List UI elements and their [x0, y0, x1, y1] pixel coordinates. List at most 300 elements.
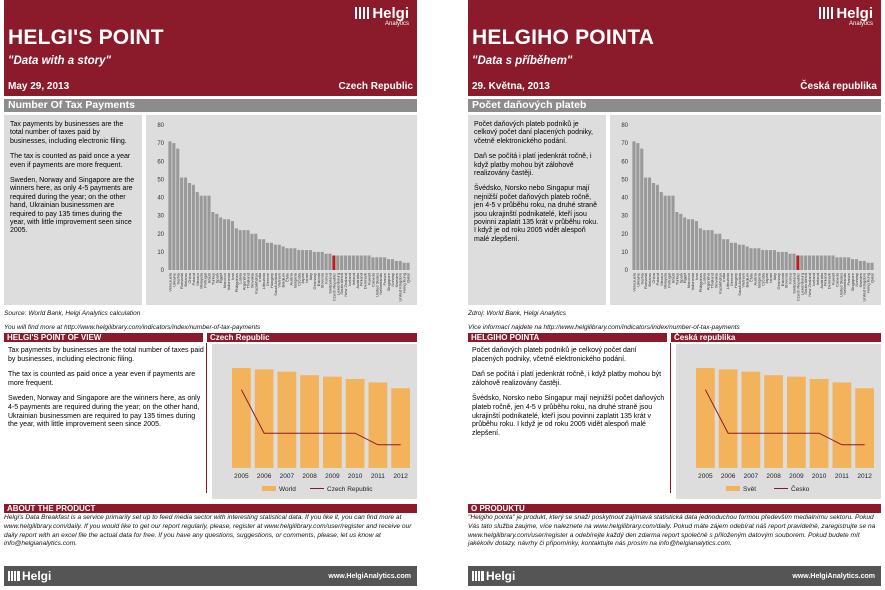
y-tick-label: 80	[157, 123, 164, 129]
y-tick-label: 30	[157, 213, 164, 220]
bar	[808, 256, 811, 271]
y-tick-label: 60	[157, 159, 164, 166]
footer-logo	[8, 569, 51, 583]
bar	[274, 245, 277, 270]
bar	[691, 219, 694, 270]
y-tick-label: 10	[157, 249, 164, 256]
bar	[757, 248, 760, 270]
logo-bars-icon	[355, 7, 369, 19]
tagline: "Data with a story"	[8, 55, 111, 67]
x-tick-label: Brazil	[670, 273, 676, 284]
bar	[679, 214, 682, 270]
about-heading: ABOUT THE PRODUCT	[4, 504, 417, 513]
x-tick-label: Sweden	[857, 273, 863, 288]
y-tick-label: 0	[624, 268, 628, 274]
x-tick-label: Saudi Arabia	[272, 273, 278, 296]
source-note: Source: World Bank, Helgi Analytics calculation	[4, 310, 141, 317]
bar	[391, 259, 394, 270]
bar	[800, 256, 803, 271]
intro-paragraph: Daň se počítá i platí jedenkrát ročně, i když platby mohou být zálohově realizovány častěji.	[474, 153, 592, 178]
x-tick-label: China	[186, 273, 192, 284]
source-note: Zdroj: World Bank, Helgi Analytics	[468, 310, 567, 317]
bar	[204, 196, 207, 270]
bar	[293, 248, 296, 270]
bar	[360, 256, 363, 271]
bar	[695, 221, 698, 270]
bar	[675, 212, 678, 270]
x-tick-label: Qatar	[405, 273, 411, 284]
x-tick-label: Mexico	[194, 273, 200, 286]
bar	[640, 149, 643, 270]
x-tick-label: Iceland	[811, 273, 816, 286]
more-info-link[interactable]: You will find more at http://www.helgilibrary.com/indicators/index/number-of-tax-payments	[4, 324, 261, 331]
page-czech	[468, 0, 881, 590]
bar	[816, 256, 819, 271]
bar	[855, 259, 858, 270]
bar	[215, 214, 218, 270]
bar	[796, 256, 799, 271]
bar	[843, 257, 846, 270]
footer-logo-text: Helgi	[486, 569, 516, 583]
legend-label-world: World	[279, 486, 296, 493]
x-tick-label: Latvia	[237, 273, 243, 284]
bar	[387, 259, 390, 270]
bar	[168, 141, 171, 270]
bar	[652, 183, 655, 270]
intro-paragraph: Sweden, Norway and Singapore are the winners here, as only 4-5 payments are required during the year; on the other hand, Ukrainian businessmen are required to pay 135 times during the year, with little improvement seen since 2005.	[10, 177, 135, 235]
bar	[406, 263, 409, 270]
intro-box	[4, 115, 142, 305]
x-tick-label: Luxembourg	[799, 273, 805, 296]
bar	[671, 196, 674, 270]
x-tick-label: Slovenia	[783, 273, 789, 289]
x-tick-label: South Africa	[339, 273, 345, 295]
tagline: "Data s příběhem"	[472, 55, 573, 67]
bar	[231, 221, 234, 270]
x-tick-label: Denmark	[826, 273, 832, 290]
bar	[644, 178, 647, 270]
bar	[696, 368, 715, 468]
bar	[243, 230, 246, 270]
bar	[188, 183, 191, 270]
x-tick-label: Japan	[300, 273, 306, 284]
x-tick-label: Korea	[787, 273, 793, 284]
x-tick-label: Greece	[265, 273, 271, 287]
bar	[867, 263, 870, 270]
x-tick-label: Argentina	[241, 273, 247, 291]
bar	[636, 143, 639, 270]
x-tick-label: Vietnam	[740, 273, 746, 288]
bar	[403, 263, 406, 270]
bar	[278, 245, 281, 270]
logo-text: Helgi	[836, 5, 873, 22]
bar	[285, 248, 288, 270]
footer-url[interactable]: www.HelgiAnalytics.com	[328, 573, 411, 580]
logo-bars-icon	[8, 571, 20, 581]
bar	[282, 246, 285, 270]
x-tick-label: Estonia	[779, 273, 785, 287]
x-tick-label: Poland	[190, 273, 196, 286]
x-tick-label: Philippines	[697, 273, 703, 293]
bar	[703, 230, 706, 270]
bar	[246, 230, 249, 270]
report-date: 29. Května, 2013	[472, 81, 550, 92]
legend-swatch-world	[726, 486, 740, 491]
bar	[859, 261, 862, 270]
bar	[305, 250, 308, 270]
bar	[687, 219, 690, 270]
x-tick-label: Netherlands	[842, 273, 848, 295]
x-tick-label: Romania	[179, 273, 185, 290]
x-tick-label: Italy	[771, 273, 777, 281]
x-tick-label: 2006	[720, 473, 736, 480]
x-tick-label: Indonesia	[690, 273, 695, 291]
x-tick-label: 2008	[766, 473, 781, 480]
bar	[391, 388, 410, 468]
x-tick-label: Germany	[775, 273, 781, 290]
country-bar-chart	[146, 115, 417, 305]
bar	[255, 369, 274, 468]
x-tick-label: Finland	[822, 273, 828, 287]
bar	[346, 379, 365, 468]
x-tick-label: China	[650, 273, 656, 284]
x-tick-label: Slovakia	[713, 273, 719, 289]
about-text: Helgi's Data Breakfast is a service primarily set up to feed media sector with interesting statistical data. If you like it, you can find more at www.helgilibrary.com/daily. If you would like to get our report regularly, please, register at www.helgilibrary.com/user/register and receive our daily report with an excel file the actual data for free. If you have any questions, suggestions, or comments, please, let us know at info@helgianalytics.com.	[4, 514, 412, 548]
x-tick-label: Canada	[834, 273, 840, 288]
footer-logo-text: Helgi	[22, 569, 52, 583]
header-banner	[4, 0, 417, 96]
bar	[258, 239, 261, 270]
y-tick-label: 80	[621, 123, 628, 129]
bar	[323, 377, 342, 468]
x-tick-label: Norway	[853, 273, 859, 287]
bar	[232, 368, 251, 468]
footer-bar	[4, 566, 417, 586]
bar	[239, 230, 242, 270]
footer-bar	[468, 566, 881, 586]
bar	[777, 252, 780, 270]
bar	[367, 256, 370, 271]
x-tick-label: 2006	[256, 473, 272, 480]
x-tick-label: 2009	[789, 473, 804, 480]
bar	[192, 185, 195, 270]
x-tick-label: Iceland	[347, 273, 352, 286]
y-tick-label: 50	[157, 177, 164, 184]
x-tick-label: Indonesia	[226, 273, 231, 291]
bar	[254, 234, 257, 270]
x-tick-label: 2012	[393, 473, 408, 480]
helgi-logo	[819, 6, 873, 28]
bar	[863, 261, 866, 270]
pov-paragraph: Sweden, Norway and Singapore are the winners here, as only 4-5 payments are required during the year; on the other hand, Ukrainian businessmen are required to pay 135 times during the year, with little improvement seen since 2005.	[8, 395, 201, 429]
bar	[749, 248, 752, 270]
bar	[383, 257, 386, 270]
x-tick-label: Morocco	[222, 273, 228, 289]
bar	[250, 234, 253, 270]
bar	[831, 256, 834, 271]
x-tick-label: Thailand	[709, 273, 715, 289]
page-title: HELGI'S POINT	[8, 26, 164, 49]
bar	[668, 196, 671, 270]
x-tick-label: 2010	[347, 473, 363, 480]
legend-label-world: Svět	[743, 486, 757, 493]
bar	[266, 243, 269, 270]
country-bar-chart	[610, 115, 881, 305]
bar	[336, 256, 339, 271]
x-tick-label: Finland	[358, 273, 364, 287]
bar	[289, 248, 292, 270]
bar	[730, 243, 733, 270]
x-tick-label: Hungary	[268, 273, 274, 289]
x-tick-label: Korea	[323, 273, 329, 284]
x-tick-label: 2005	[234, 473, 249, 480]
logo-text: Helgi	[372, 5, 409, 22]
bar	[851, 259, 854, 270]
bar	[707, 230, 710, 270]
pov-paragraph: Daň se počítá i platí jedenkrát ročně, i když platby mohou být zálohově realizovány častěji.	[472, 371, 662, 387]
country-label: Czech Republic	[338, 81, 413, 92]
bar	[764, 375, 783, 468]
x-tick-label: United Kingdom	[397, 273, 403, 302]
bar	[375, 257, 378, 270]
x-tick-label: Kazakhstan	[253, 273, 259, 294]
x-tick-label: 2008	[302, 473, 317, 480]
report-date: May 29, 2013	[8, 81, 70, 92]
x-tick-label: Egypt	[218, 273, 224, 284]
x-tick-label: Mexico	[658, 273, 664, 286]
x-tick-label: Switzerland	[791, 273, 797, 294]
bar	[300, 375, 319, 468]
legend-label-czech: Česko	[791, 486, 810, 493]
bar	[710, 230, 713, 270]
x-tick-label: Portugal	[202, 273, 208, 288]
y-tick-label: 70	[157, 141, 164, 148]
bar	[211, 212, 214, 270]
y-tick-label: 20	[621, 231, 628, 238]
x-tick-label: Chile	[284, 273, 290, 283]
bar	[792, 254, 795, 270]
header-banner	[468, 0, 881, 96]
logo-sub: Analytics	[848, 21, 873, 27]
x-tick-label: Malaysia	[662, 273, 668, 289]
x-tick-label: Japan	[764, 273, 770, 284]
x-tick-label: Luxembourg	[335, 273, 341, 296]
bar	[207, 196, 210, 270]
legend-swatch-world	[262, 486, 276, 491]
bar	[395, 261, 398, 270]
x-tick-label: Argentina	[705, 273, 711, 291]
bar	[810, 379, 829, 468]
x-tick-label: Belgium	[744, 273, 750, 288]
x-tick-label: Australia	[818, 273, 824, 289]
bar	[787, 377, 806, 468]
x-tick-label: Lithuania	[261, 273, 267, 290]
x-tick-label: Spain	[678, 273, 684, 284]
helgi-logo	[355, 6, 409, 28]
x-tick-label: Belarus	[647, 273, 653, 287]
x-tick-label: Portugal	[666, 273, 672, 288]
bar	[340, 256, 343, 271]
y-tick-label: 70	[621, 141, 628, 148]
x-tick-label: Hong Kong	[865, 273, 871, 294]
intro-box	[468, 115, 606, 305]
x-tick-label: Lithuania	[725, 273, 731, 290]
bar	[870, 263, 873, 270]
x-tick-label: Turkey	[210, 273, 216, 286]
x-tick-label: Qatar	[869, 273, 875, 284]
intro-paragraph: Švédsko, Norsko nebo Singapur mají nejnižší počet daňových plateb ročně, jen 4-5 v průběhu roku, na druhé straně jsou ukrajinští podnikatelé, kteří jsou povinni zaplatit 135 krát v průběhu roku. I když je od roku 2005 vidět alespoň malé zlepšení.	[474, 185, 599, 243]
x-tick-label: 2009	[325, 473, 340, 480]
bar	[399, 261, 402, 270]
x-tick-label: Malaysia	[198, 273, 204, 289]
y-tick-label: 30	[621, 213, 628, 220]
x-tick-label: Hungary	[732, 273, 738, 289]
bar	[839, 257, 842, 270]
x-tick-label: India	[257, 273, 263, 282]
country-bar-chart-box	[610, 115, 881, 305]
pov-paragraph: Počet daňových plateb podniků je celkový počet daní placených podniky, včetně elektronického podání.	[472, 347, 637, 363]
x-tick-label: Czech Republic	[795, 273, 801, 302]
x-tick-label: Morocco	[686, 273, 692, 289]
bar	[369, 382, 388, 468]
bar	[196, 192, 199, 270]
bar	[746, 246, 749, 270]
pov-paragraph: The tax is counted as paid once a year even if payments are more frequent.	[8, 371, 196, 387]
x-tick-label: 2007	[743, 473, 759, 480]
bar	[718, 234, 721, 270]
bar	[761, 250, 764, 270]
bar	[785, 252, 788, 270]
logo-bars-icon	[819, 7, 833, 19]
x-tick-label: Venezuela	[631, 273, 637, 292]
x-tick-label: Slovenia	[319, 273, 325, 289]
y-tick-label: 0	[160, 268, 164, 274]
x-tick-label: Turkey	[674, 273, 680, 286]
intro-paragraph: Tax payments by businesses are the total number of taxes paid by businesses, including electronic filing.	[10, 121, 127, 145]
x-tick-label: Kazakhstan	[717, 273, 723, 294]
x-tick-label: Belarus	[183, 273, 189, 287]
x-tick-label: Czech Republic	[331, 273, 337, 302]
bar	[180, 178, 183, 270]
x-tick-label: 2011	[834, 473, 849, 480]
bar	[722, 239, 725, 270]
bar	[781, 252, 784, 270]
bar	[742, 245, 745, 270]
bar	[804, 256, 807, 271]
bar	[328, 254, 331, 270]
x-tick-label: Latvia	[701, 273, 707, 284]
bar	[648, 178, 651, 270]
x-tick-label: Chile	[748, 273, 754, 283]
x-tick-label: Denmark	[362, 273, 368, 290]
x-tick-label: Slovakia	[249, 273, 255, 289]
bar	[352, 256, 355, 271]
bar	[262, 239, 265, 270]
section-heading: Počet daňových plateb	[468, 99, 881, 112]
x-tick-label: Croatia	[296, 273, 302, 286]
x-tick-label: Thailand	[245, 273, 251, 289]
x-tick-label: Venezuela	[167, 273, 173, 292]
x-tick-label: Netherlands	[378, 273, 384, 295]
bar	[719, 369, 738, 468]
intro-paragraph: The tax is counted as paid once a year even if payments are more frequent.	[10, 153, 131, 169]
bar	[683, 217, 686, 270]
x-tick-label: India	[721, 273, 727, 282]
bar	[773, 250, 776, 270]
x-tick-label: 2012	[857, 473, 872, 480]
bar	[699, 228, 702, 270]
bar	[833, 382, 852, 468]
bar	[297, 250, 300, 270]
bar	[664, 196, 667, 270]
chart2-heading: Czech Republic	[207, 333, 417, 342]
pov-text	[472, 347, 668, 445]
pov-paragraph: Švédsko, Norsko nebo Singapur mají nejnižší počet daňových plateb ročně, jen 4-5 v průběhu roku, na druhé straně jsou ukrajinští podnikatelé, kteří jsou povinni zaplatit 135 krát v průběhu roku. I když je od roku 2005 vidět alespoň malé zlepšení.	[472, 395, 665, 437]
x-tick-label: Austria	[752, 273, 758, 286]
x-tick-label: Germany	[311, 273, 317, 290]
bar	[235, 228, 238, 270]
x-tick-label: Ireland	[350, 273, 356, 286]
bar	[176, 149, 179, 270]
x-tick-label: United States	[838, 273, 844, 298]
pov-text	[8, 347, 204, 437]
country-bar-chart-box	[146, 115, 417, 305]
y-tick-label: 50	[621, 177, 628, 184]
logo-sub: Analytics	[384, 21, 409, 27]
bar	[742, 372, 761, 468]
x-tick-label: Hong Kong	[401, 273, 407, 294]
x-tick-label: France	[846, 273, 852, 286]
pov-paragraph: Tax payments by businesses are the total number of taxes paid by businesses, including electronic filing.	[8, 347, 204, 363]
x-tick-label: Kuwait	[830, 273, 836, 286]
x-tick-label: 2005	[698, 473, 713, 480]
about-text: "Helgiho pointa" je produkt, který se snaží poskytnout zajímavá statistická data jednoduchou formou především medialnímu sektoru. Pokud Vás tato služba zaujme, více naleznete na www.helgilibrary.com/daily. Pokud máte zájem odebírat náš report pravidelně, zaregistrujte se na www.helgilibrary.com/user/register a odebírejte každý den zdarma report společně s přiloženým datovým souborem. Pokud budete mít jakékoliv dotazy, návrhy či připomínky, kontaktujte nás prosím na info@helgianalytics.com.	[468, 514, 876, 548]
bar	[656, 185, 659, 270]
bar	[223, 219, 226, 270]
x-tick-label: Kuwait	[366, 273, 372, 286]
x-tick-label: New Zealand	[807, 273, 813, 297]
x-tick-label: Norway	[389, 273, 395, 287]
more-info-link[interactable]: Více informací najdete na http://www.helgilibrary.com/indicators/index/number-of-tax-payments	[468, 324, 740, 331]
legend-label-czech: Czech Republic	[327, 486, 373, 493]
divider	[206, 343, 207, 493]
x-tick-label: Ukraine	[635, 273, 641, 287]
chart2-heading: Česká republika	[671, 333, 881, 342]
bar	[769, 250, 772, 270]
logo-bars-icon	[472, 571, 484, 581]
bar	[847, 257, 850, 270]
x-tick-label: Brazil	[206, 273, 212, 284]
bar	[219, 217, 222, 270]
x-tick-label: Austria	[288, 273, 294, 286]
x-tick-label: Croatia	[760, 273, 766, 286]
y-tick-label: 40	[157, 195, 164, 202]
bar	[820, 256, 823, 271]
bar	[172, 143, 175, 270]
bar	[356, 256, 359, 271]
bar	[348, 256, 351, 271]
x-tick-label: Spain	[214, 273, 220, 284]
x-tick-label: Ukraine	[171, 273, 177, 287]
bar	[184, 178, 187, 270]
bar	[344, 256, 347, 271]
bar	[321, 252, 324, 270]
footer-url[interactable]: www.HelgiAnalytics.com	[792, 573, 875, 580]
x-tick-label: Israel	[304, 273, 310, 283]
bar	[738, 245, 741, 270]
bar	[835, 257, 838, 270]
bar	[789, 254, 792, 270]
